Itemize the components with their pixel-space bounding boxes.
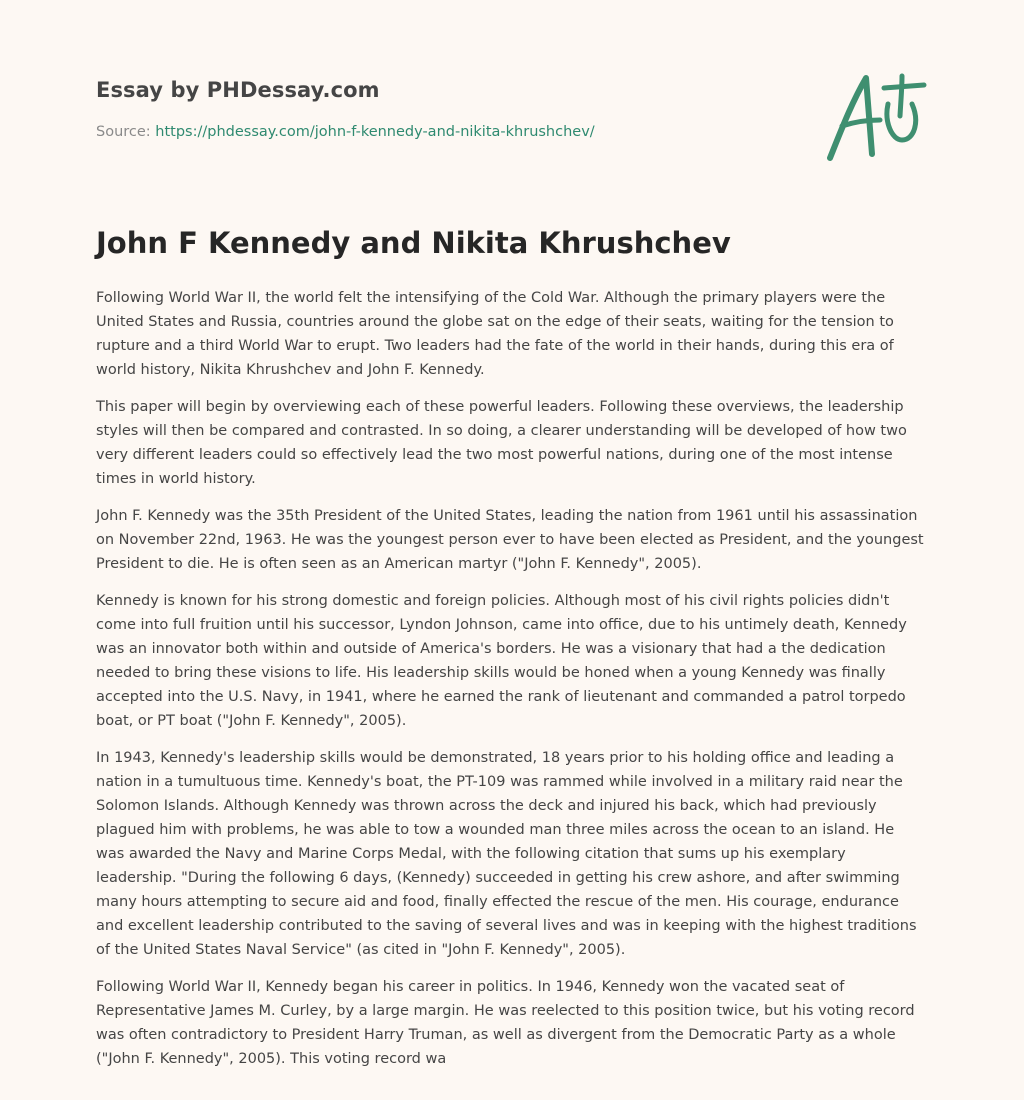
essay-title: John F Kennedy and Nikita Khrushchev <box>96 226 731 260</box>
a-plus-logo-icon <box>822 66 932 166</box>
essay-paragraph-4: Kennedy is known for his strong domestic and foreign policies. Although most of his civil rights policies didn't come into full fruition until his successor, Lyndon Johnson, came into office, due to his untimely death, Kennedy was an innovator both within and outside of America's borders. He was a visionary that had a the dedication needed to bring these visions to life. His leadership skills would be honed when a young Kennedy was finally accepted into the U.S. Navy, in 1941, where he earned the rank of lieutenant and commanded a patrol torpedo boat, or PT boat ("John F. Kennedy", 2005). <box>96 593 907 729</box>
essay-paragraph-2: This paper will begin by overviewing each of these powerful leaders. Following these overviews, the leadership styles will then be compared and contrasted. In so doing, a clearer understanding will be developed of how two very different leaders could so effectively lead the two most powerful nations, during one of the most intense times in world history. <box>96 399 907 487</box>
source-link[interactable]: https://phdessay.com/john-f-kennedy-and-nikita-khrushchev/ <box>155 124 595 140</box>
site-title: Essay by PHDessay.com <box>96 78 380 102</box>
essay-paragraph-3: John F. Kennedy was the 35th President of the United States, leading the nation from 1961 until his assassination on November 22nd, 1963. He was the youngest person ever to have been elected as President, and the youngest President to die. He is often seen as an American martyr ("John F. Kennedy", 2005). <box>96 508 924 572</box>
essay-paragraph-6: Following World War II, Kennedy began his career in politics. In 1946, Kennedy won the vacated seat of Representative James M. Curley, by a large margin. He was reelected to this position twice, but his voting record was often contradictory to President Harry Truman, as well as divergent from the Democratic Party as a whole ("John F. Kennedy", 2005). This voting record wa <box>96 979 915 1067</box>
essay-paragraph-1: Following World War II, the world felt the intensifying of the Cold War. Although the primary players were the United States and Russia, countries around the globe sat on the edge of their seats, waiting for the tension to rupture and a third World War to erupt. Two leaders had the fate of the world in their hands, during this era of world history, Nikita Khrushchev and John F. Kennedy. <box>96 290 894 378</box>
essay-page <box>96 0 926 1100</box>
essay-paragraph-5: In 1943, Kennedy's leadership skills would be demonstrated, 18 years prior to his holding office and leading a nation in a tumultuous time. Kennedy's boat, the PT-109 was rammed while involved in a military raid near the Solomon Islands. Although Kennedy was thrown across the deck and injured his back, which had previously plagued him with problems, he was able to tow a wounded man three miles across the ocean to an island. He was awarded the Navy and Marine Corps Medal, with the following citation that sums up his exemplary leadership. "During the following 6 days, (Kennedy) succeeded in getting his crew ashore, and after swimming many hours attempting to secure aid and food, finally effected the rescue of the men. His courage, endurance and excellent leadership contributed to the saving of several lives and was in keeping with the highest traditions of the United States Naval Service" (as cited in "John F. Kennedy", 2005). <box>96 750 917 958</box>
source-label: Source: <box>96 124 156 140</box>
source-line <box>96 124 595 140</box>
essay-body <box>96 286 926 1084</box>
